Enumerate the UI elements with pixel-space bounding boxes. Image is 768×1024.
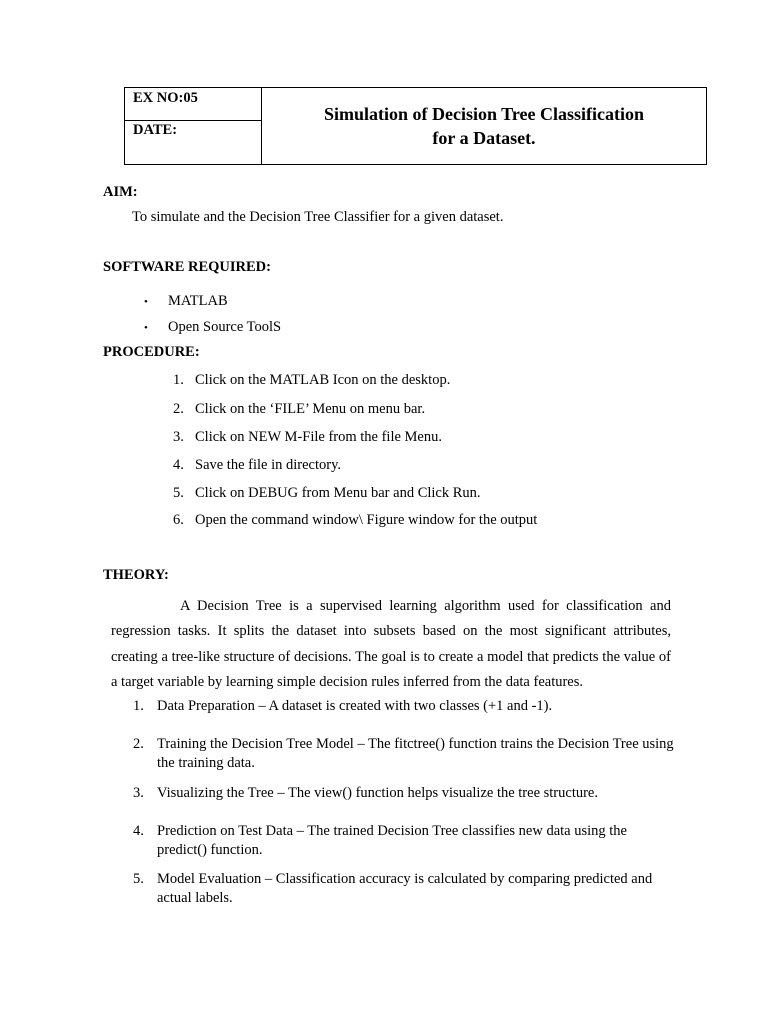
theory-paragraph [111, 594, 671, 695]
software-item [144, 293, 228, 310]
step-number: 2. [173, 401, 184, 417]
procedure-step [173, 512, 537, 529]
theory-step [133, 697, 678, 716]
theory-step [133, 870, 678, 907]
step-text: Model Evaluation – Classification accuracy is calculated by comparing predicted and actual labels. [157, 871, 653, 906]
step-number: 4. [133, 823, 144, 839]
bullet-icon: • [144, 296, 148, 308]
title-line-1: Simulation of Decision Tree Classification [323, 104, 644, 124]
theory-step [133, 784, 678, 803]
step-number: 4. [173, 457, 184, 473]
date-label: DATE: [133, 122, 178, 138]
title-line-2: for a Dataset. [432, 128, 536, 148]
header-left-column [125, 88, 262, 164]
step-number: 5. [133, 871, 144, 887]
step-text: Data Preparation – A dataset is created with two classes (+1 and -1). [157, 698, 553, 714]
header-table [124, 87, 707, 165]
step-text: Open the command window\ Figure window for the output [195, 512, 538, 528]
procedure-step [173, 457, 341, 474]
step-text: Click on the ‘FILE’ Menu on menu bar. [195, 401, 426, 417]
theory-heading: THEORY: [103, 567, 169, 583]
step-text: Click on the MATLAB Icon on the desktop. [195, 372, 451, 388]
aim-heading: AIM: [103, 184, 138, 200]
software-heading: SOFTWARE REQUIRED: [103, 259, 271, 275]
software-item [144, 319, 281, 336]
step-number: 5. [173, 485, 184, 501]
theory-paragraph-text: A Decision Tree is a supervised learning algorithm used for classification and regression tasks. It splits the dataset into subsets based on the most significant attributes, creating a tree-like structure of decisions. The goal is to create a model that predicts the value of a target variable by learning simple decision rules inferred from the data features. [111, 598, 671, 690]
step-text: Click on DEBUG from Menu bar and Click Run. [195, 485, 481, 501]
theory-step [133, 735, 678, 772]
step-number: 1. [133, 698, 144, 714]
aim-text: To simulate and the Decision Tree Classifier for a given dataset. [132, 209, 504, 225]
bullet-icon: • [144, 322, 148, 334]
procedure-step [173, 372, 450, 389]
step-text: Click on NEW M-File from the file Menu. [195, 429, 442, 445]
step-text: Prediction on Test Data – The trained Decision Tree classifies new data using the predict() function. [157, 823, 627, 858]
step-number: 2. [133, 736, 144, 752]
exercise-number: EX NO:05 [125, 88, 261, 121]
step-number: 3. [133, 785, 144, 801]
experiment-title [262, 88, 706, 164]
procedure-step [173, 429, 442, 446]
procedure-step [173, 485, 481, 502]
step-number: 3. [173, 429, 184, 445]
software-item-label: MATLAB [168, 293, 228, 309]
step-number: 1. [173, 372, 184, 388]
procedure-heading: PROCEDURE: [103, 344, 200, 360]
step-number: 6. [173, 512, 184, 528]
software-item-label: Open Source ToolS [168, 319, 282, 335]
step-text: Save the file in directory. [195, 457, 342, 473]
procedure-step [173, 401, 425, 418]
theory-step [133, 822, 678, 859]
step-text: Training the Decision Tree Model – The fitctree() function trains the Decision Tree using the training data. [157, 736, 674, 771]
step-text: Visualizing the Tree – The view() function helps visualize the tree structure. [157, 785, 598, 801]
